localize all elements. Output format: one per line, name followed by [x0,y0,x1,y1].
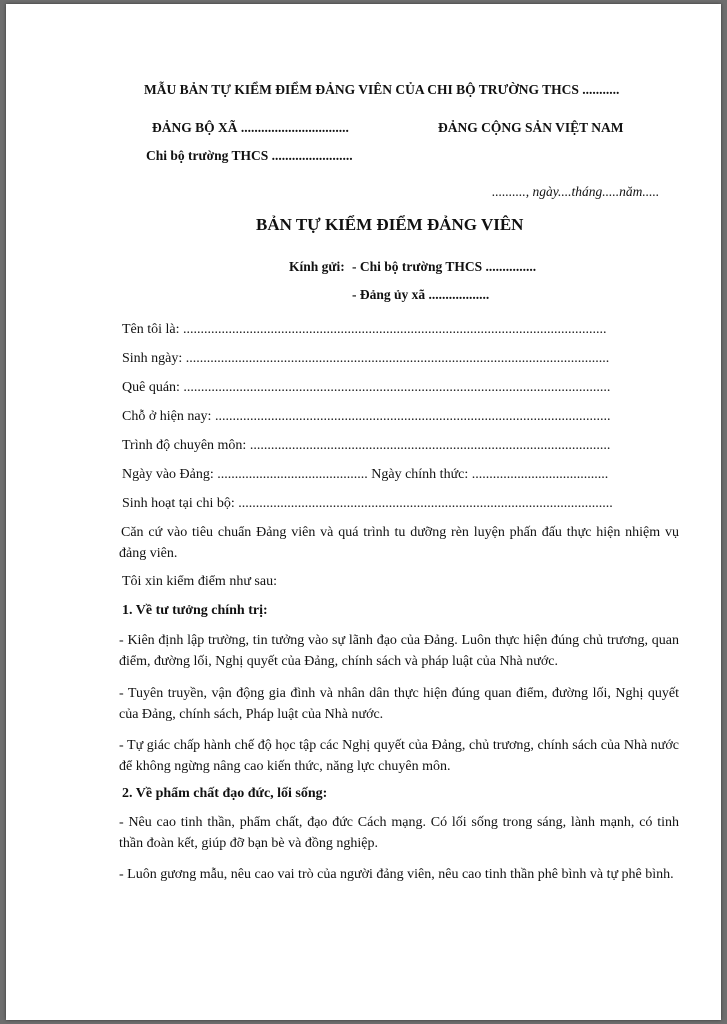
section-1-item: - Kiên định lập trường, tin tưởng vào sự lãnh đạo của Đảng. Luôn thực hiện đúng chủ trương, quan điểm, đường lối, Nghị quyết của Đảng, chính sách và pháp luật của Nhà nước. [119,633,679,669]
party-cell: Chi bộ trường THCS ........................ [146,148,353,163]
date-line: .........., ngày....tháng.....năm..... [492,184,660,199]
field-birth-date: Sinh ngày: ......................................................................................................................... [122,351,610,366]
section-2-item: - Luôn gương mẫu, nêu cao vai trò của người đảng viên, nêu cao tinh thần phê bình và tự phê bình. [119,867,674,882]
field-party-cell: Sinh hoạt tại chi bộ: ........................................................................................................... [122,496,613,511]
party-name: ĐẢNG CỘNG SẢN VIỆT NAM [438,120,624,135]
self-review-line: Tôi xin kiểm điểm như sau: [122,574,277,589]
field-join-dates: Ngày vào Đảng: ........................................... Ngày chính thức: ....................................... [122,467,609,482]
form-title: MẪU BẢN TỰ KIỂM ĐIỂM ĐẢNG VIÊN CỦA CHI BỘ TRƯỜNG THCS ........... [144,82,620,97]
section-2-item: - Nêu cao tinh thần, phẩm chất, đạo đức Cách mạng. Có lối sống trong sáng, lành mạnh, có tinh thần đoàn kết, giúp đỡ bạn bè và đồng nghiệp. [119,815,679,851]
section-1-item: - Tự giác chấp hành chế độ học tập các Nghị quyết của Đảng, chủ trương, chính sách của Nhà nước để không ngừng nâng cao kiến thức, năng lực chuyên môn. [119,738,679,774]
section-1-item: - Tuyên truyền, vận động gia đình và nhân dân thực hiện đúng quan điểm, đường lối, Nghị quyết của Đảng, chính sách, Pháp luật của Nhà nước. [119,686,679,722]
party-committee: ĐẢNG BỘ XÃ ................................ [152,120,349,135]
field-qualification: Trình độ chuyên môn: ....................................................................................................... [122,438,611,453]
recipient-line-1: - Chi bộ trường THCS ............... [352,259,537,274]
intro-paragraph: Căn cứ vào tiêu chuẩn Đảng viên và quá trình tu dưỡng rèn luyện phấn đấu thực hiện nhiệm vụ đảng viên. [119,525,679,561]
recipient-line-2: - Đảng ủy xã .................. [352,287,490,302]
recipient-label: Kính gửi: [289,259,345,274]
section-1-heading: 1. Về tư tưởng chính trị: [122,603,268,618]
field-hometown: Quê quán: .......................................................................................................................... [122,380,611,395]
field-name: Tên tôi là: ......................................................................................................................... [122,322,607,337]
document-title: BẢN TỰ KIỂM ĐIỂM ĐẢNG VIÊN [256,215,524,234]
section-2-heading: 2. Về phẩm chất đạo đức, lối sống: [122,786,328,801]
field-residence: Chỗ ở hiện nay: ................................................................................................................. [122,409,611,424]
document-page [6,4,721,1020]
